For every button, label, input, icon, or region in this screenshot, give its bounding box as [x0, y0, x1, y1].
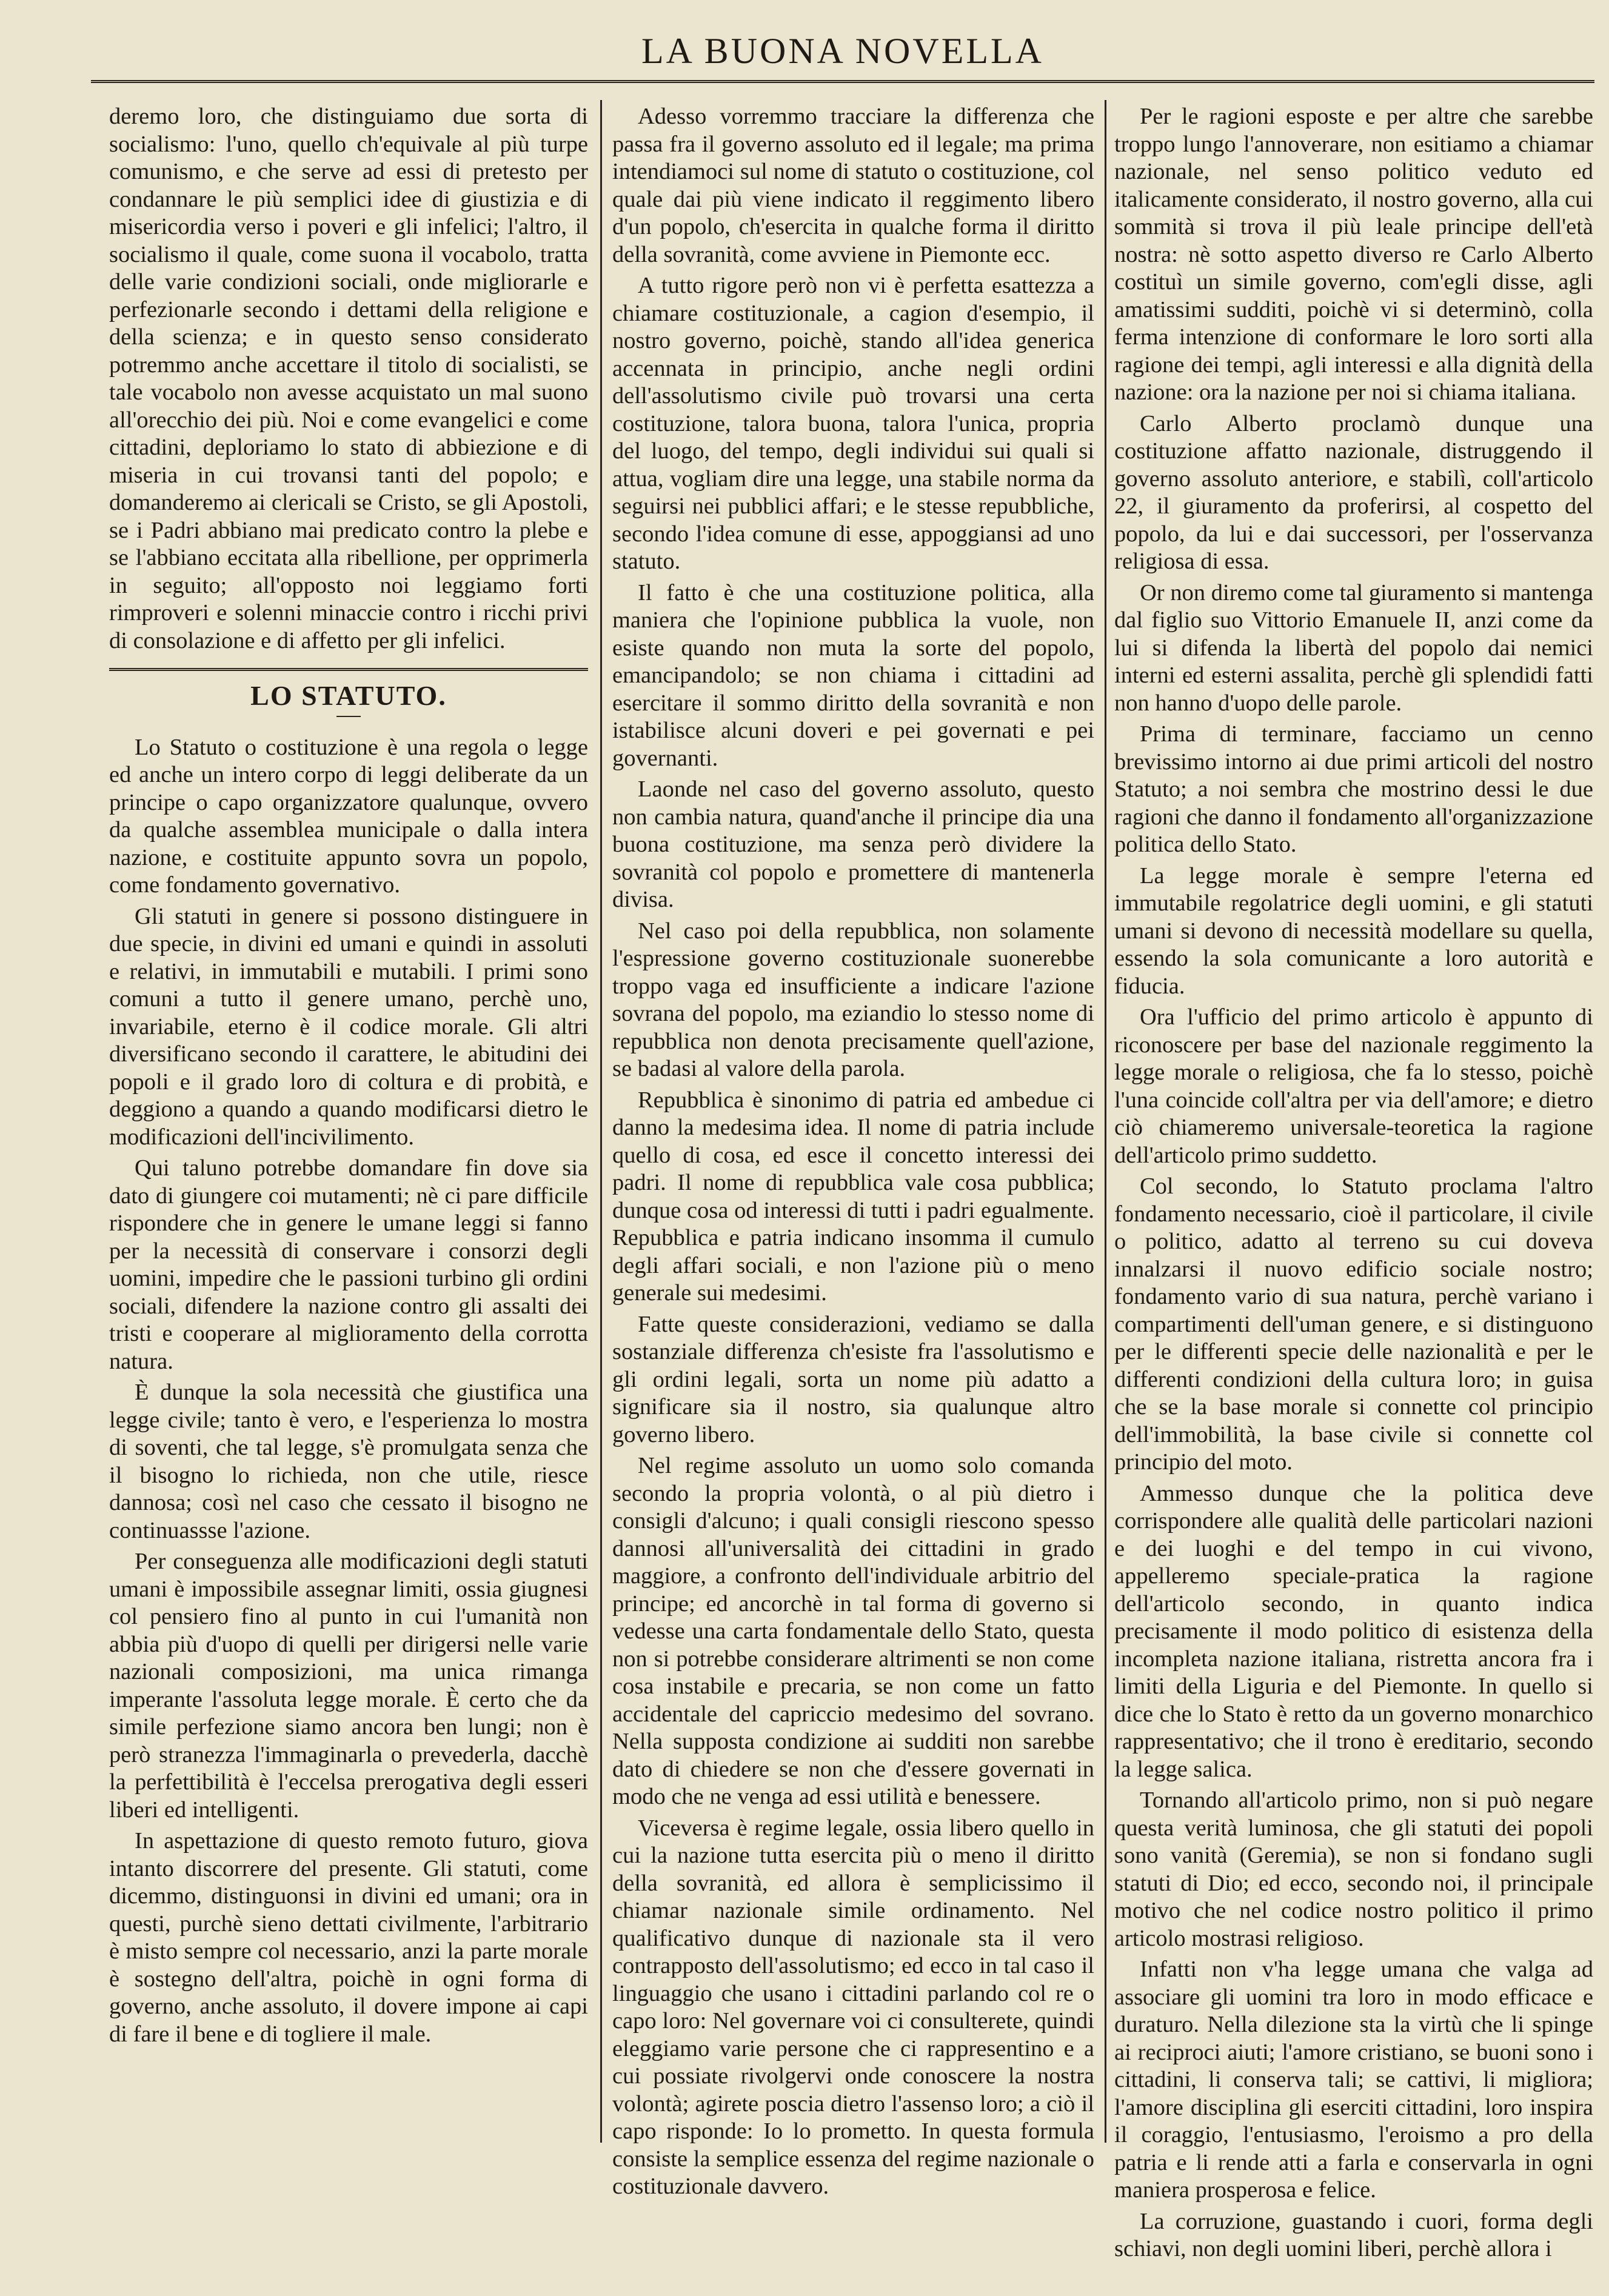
- paragraph: È dunque la sola necessità che giustifica una legge civile; tanto è vero, e l'esperienza lo mostra di soventi, che tal legge, s'è promulgata senza che il bisogno lo richieda, non che utile, riesce dannosa; così nel caso che cessato il bisogno ne continuassse l'azione.: [109, 1380, 588, 1543]
- paragraph: Per conseguenza alle modificazioni degli statuti umani è impossibile assegnar limiti, ossia giugnesi col pensiero fino al punto in cui l'umanità non abbia più d'uopo di quelli per dirigersi nelle varie nazionali composizioni, ma unica rimanga imperante l'assoluta legge morale. È certo che da simile perfezione siamo ancora ben lungi; non è però stranezza l'immaginarla o prevederla, dacchè la perfettibilità è l'eccelsa prerogativa degli esseri liberi ed intelligenti.: [109, 1549, 588, 1823]
- paragraph: Or non diremo come tal giuramento si mantenga dal figlio suo Vittorio Emanuele II, anzi come da lui si difenda la libertà del popolo dai nemici interni ed esterni assalita, perchè gli splendidi fatti non hanno d'uopo delle parole.: [1114, 579, 1593, 716]
- paragraph: Nel regime assoluto un uomo solo comanda secondo la propria volontà, o al più dietro i consigli d'alcuno; i quali consigli riescono spesso dannosi all'universalità dei cittadini in grado maggiore, a confronto dell'individuale arbitrio del principe; ed ancorchè in tal forma di governo si vedesse una carta fondamentale dello Stato, questa non si potrebbe considerare altrimenti se non come cosa instabile e precaria, se non come un fatto accidentale del capriccio medesimo del sovrano. Nella supposta condizione ai sudditi non sarebbe dato di chiedere se non che d'essere governati in modo che ne venga ad essi utilità e benessere.: [612, 1453, 1094, 1809]
- paragraph: Repubblica è sinonimo di patria ed ambedue ci danno la medesima idea. Il nome di patria include quello di cosa, ed esce il concetto interessi dei padri. Il nome di repubblica vale cosa pubblica; dunque cosa od interessi di tutti i padri egualmente. Repubblica e patria indicano insomma il cumulo degli affari sociali, e non l'azione più o meno generale sui medesimi.: [612, 1087, 1094, 1306]
- title-dash: [336, 716, 361, 717]
- paragraph: Prima di terminare, facciamo un cenno brevissimo intorno ai due primi articoli del nostro Statuto; a noi sembra che mostrino dessi le due ragioni che danno il fondamento all'organizzazione politica dello Stato.: [1114, 721, 1593, 857]
- paragraph: Adesso vorremmo tracciare la differenza che passa fra il governo assoluto ed il legale; ma prima intendiamoci sul nome di statuto o costituzione, col quale dai più viene indicato il reggimento libero d'un popolo, ch'esercita in qualche forma il diritto della sovranità, come avviene in Piemonte ecc.: [612, 104, 1094, 267]
- paragraph: Per le ragioni esposte e per altre che sarebbe troppo lungo l'annoverare, non esitiamo a chiamar nazionale, nel senso politico veduto ed italicamente considerato, il nostro governo, alla cui sommità si trova il più leale principe dell'età nostra: nè sotto aspetto diverso re Carlo Alberto costituì un simile governo, com'egli disse, agli amatissimi sudditi, poichè vi si determinò, colla ferma intenzione di conformare le loro sorti alla ragione dei tempi, agli interessi e alla dignità della nazione: ora la nazione per noi si chiama italiana.: [1114, 104, 1593, 405]
- masthead-rule: [91, 80, 1594, 83]
- paragraph: La corruzione, guastando i cuori, forma degli schiavi, non degli uomini liberi, perchè allora i: [1114, 2208, 1593, 2261]
- column-divider: [1105, 100, 1106, 2143]
- paragraph: Ora l'ufficio del primo articolo è appunto di riconoscere per base del nazionale reggimento la legge morale o religiosa, che fa lo stesso, poichè l'una coincide coll'altra per via dell'amore; e dietro ciò chiameremo universale-teoretica la ragione dell'articolo primo suddetto.: [1114, 1004, 1593, 1168]
- masthead: [91, 24, 1594, 85]
- column-divider: [600, 100, 602, 2143]
- paragraph: Il fatto è che una costituzione politica, alla maniera che l'opinione pubblica la vuole, non esiste quando non muta la sorte del popolo, emancipandolo; se non chiama i cittadini ad esercitare il sommo diritto della sovranità e non istabilisce alcuni doveri e pei governati e pei governanti.: [612, 579, 1094, 771]
- column-3: [1114, 103, 1593, 2267]
- section-title: LO STATUTO.: [250, 680, 447, 711]
- paragraph: Nel caso poi della repubblica, non solamente l'espressione governo costituzionale suonerebbe troppo vaga ed insufficiente a indicare l'azione sovrana del popolo, ma eziandio lo stesso nome di repubblica non denota precisamente quell'azione, se badasi al valore della parola.: [612, 918, 1094, 1081]
- paragraph: Qui taluno potrebbe domandare fin dove sia dato di giungere coi mutamenti; nè ci pare difficile rispondere che in genere le umane leggi si fanno per la necessità di conservare i consorzi degli uomini, impedire che le passioni turbino gli ordini sociali, difendere la nazione contro gli assalti dei tristi e cooperare al miglioramento della corrotta natura.: [109, 1155, 588, 1374]
- masthead-title: LA BUONA NOVELLA: [641, 31, 1044, 71]
- paragraph: Gli statuti in genere si possono distinguere in due specie, in divini ed umani e quindi in assoluti e relativi, in immutabili e mutabili. I primi sono comuni a tutto il genere umano, perchè uno, invariabile, eterno è il codice morale. Gli altri diversificano secondo il carattere, le abitudini dei popoli e il grado loro di coltura e di probità, e deggiono a quando a quando modificarsi dietro le modificazioni dell'incivilimento.: [109, 903, 588, 1150]
- paragraph: In aspettazione di questo remoto futuro, giova intanto discorrere del presente. Gli statuti, come dicemmo, distinguonsi in divini ed umani; ora in questi, purchè sieno dettati civilmente, l'arbitrario è misto sempre col necessario, anzi la parte morale è sostegno dell'altra, poichè in ogni forma di governo, anche assoluto, il dovere impone ai capi di fare il bene e di togliere il male.: [109, 1828, 588, 2047]
- section-rule: [109, 668, 588, 671]
- paragraph: Laonde nel caso del governo assoluto, questo non cambia natura, quand'anche il principe dia una buona costituzione, ma senza però dividere la sovranità col popolo e promettere di mantenerla divisa.: [612, 776, 1094, 912]
- paragraph: Fatte queste considerazioni, vediamo se dalla sostanziale differenza ch'esiste fra l'assolutismo e gli ordini legali, sorta un nome più adatto a significare sia il nostro, sia qualunque altro governo libero.: [612, 1311, 1094, 1447]
- paragraph: Infatti non v'ha legge umana che valga ad associare gli uomini tra loro in modo efficace e duraturo. Nella dilezione sta la virtù che li spinge ai reciproci aiuti; l'amore cristiano, se buoni sono i cittadini, li conserva tali; se cattivi, li migliora; l'amore disciplina gli eserciti cittadini, loro inspira il coraggio, l'entusiasmo, l'eroismo a pro della patria e li rende atti a farla e conservarla in ogni maniera prosperosa e felice.: [1114, 1957, 1593, 2203]
- paragraph: Ammesso dunque che la politica deve corrispondere alle qualità delle particolari nazioni e dei luoghi e del tempo in cui vivono, appelleremo speciale-pratica la ragione dell'articolo secondo, in quanto indica precisamente il modo politico di esistenza della incompleta nazione italiana, ristretta ancora fra i limiti della Liguria e del Piemonte. In quello si dice che lo Stato è retto da un governo monarchico rappresentativo; che il trono è ereditario, secondo la legge salica.: [1114, 1480, 1593, 1782]
- paragraph: Lo Statuto o costituzione è una regola o legge ed anche un intero corpo di leggi deliberate da un principe o capo organizzatore qualunque, ovvero da qualche assemblea municipale o dalla intera nazione, e costituite appunto sovra un popolo, come fondamento governativo.: [109, 734, 588, 898]
- paragraph: deremo loro, che distinguiamo due sorta di socialismo: l'uno, quello ch'equivale al più turpe comunismo, e che serve ad essi di pretesto per condannare le più semplici idee di giustizia e di misericordia verso i poveri e gli infelici; l'altro, il socialismo il quale, come suona il vocabolo, tratta delle varie condizioni sociali, onde migliorarle e perfezionarle secondo i dettami della religione e della scienza; e in questo senso considerato potremmo anche accettare il titolo di socialisti, se tale vocabolo non avesse acquistato un mal suono all'orecchio dei più. Noi e come evangelici e come cittadini, deploriamo lo stato di abbiezione e di miseria in cui trovansi tanti del popolo; e domanderemo ai clericali se Cristo, se gli Apostoli, se i Padri abbiano mai predicato contro la plebe e se l'abbiano eccitata alla ribellione, per opprimerla in seguito; all'opposto noi leggiamo forti rimproveri e solenni minaccie contro i ricchi privi di consolazione e di affetto per gli infelici.: [109, 104, 588, 653]
- paragraph: A tutto rigore però non vi è perfetta esattezza a chiamare costituzionale, a cagion d'esempio, il nostro governo, poichè, stando all'idea generica accennata in principio, anche negli ordini dell'assolutismo civile può trovarsi una certa costituzione, talora buona, talora l'unica, propria del luogo, del tempo, degli individui sui quali si attua, vogliam dire una legge, una stabile norma da seguirsi nei pubblici affari; e le stesse repubbliche, secondo l'idea comune di esse, appoggiansi ad uno statuto.: [612, 273, 1094, 574]
- paragraph: Tornando all'articolo primo, non si può negare questa verità luminosa, che gli statuti dei popoli sono vanità (Geremia), se non si fondano sugli statuti di Dio; ed ecco, secondo noi, il principale motivo che nel codice nostro politico il primo articolo mostrasi religioso.: [1114, 1787, 1593, 1951]
- paragraph: Viceversa è regime legale, ossia libero quello in cui la nazione tutta esercita più o meno il diritto della sovranità, ed allora è semplicissimo il chiamar nazionale simile ordinamento. Nel qualificativo dunque di nazionale sta il vero contrapposto dell'assolutismo; ed ecco in tal caso il linguaggio che usano i cittadini parlando col re o capo loro: Nel governare voi ci consulterete, quindi eleggiamo varie persone che ci rappresentino e a cui possiate rivolgervi onde conoscere la nostra volontà; agirete poscia dietro l'assenso loro; a ciò il capo risponde: Io lo prometto. In questa formula consiste la semplice essenza del regime nazionale o costituzionale davvero.: [612, 1815, 1094, 2199]
- column-1: [109, 103, 588, 2052]
- column-2: [612, 103, 1094, 2204]
- paragraph: Col secondo, lo Statuto proclama l'altro fondamento necessario, cioè il particolare, il civile o politico, adatto al terreno su cui doveva innalzarsi il nuovo edificio sociale nostro; fondamento vario di sua natura, perchè variano i compartimenti dell'uman genere, e si distinguono per le differenti specie delle nazionalità e per le differenti condizioni della cultura loro; in guisa che se la base morale si connette col principio dell'immobilità, la base civile si connette col principio del moto.: [1114, 1173, 1593, 1475]
- paragraph: La legge morale è sempre l'eterna ed immutabile regolatrice degli uomini, e gli statuti umani si devono di necessità modellare su quella, essendo la sola comunicante a loro autorità e fiducia.: [1114, 863, 1593, 999]
- paragraph: Carlo Alberto proclamò dunque una costituzione affatto nazionale, distruggendo il governo assoluto anteriore, e stabilì, coll'articolo 22, il giuramento da proferirsi, al cospetto del popolo, da lui e dai successori, per l'osservanza religiosa di essa.: [1114, 410, 1593, 574]
